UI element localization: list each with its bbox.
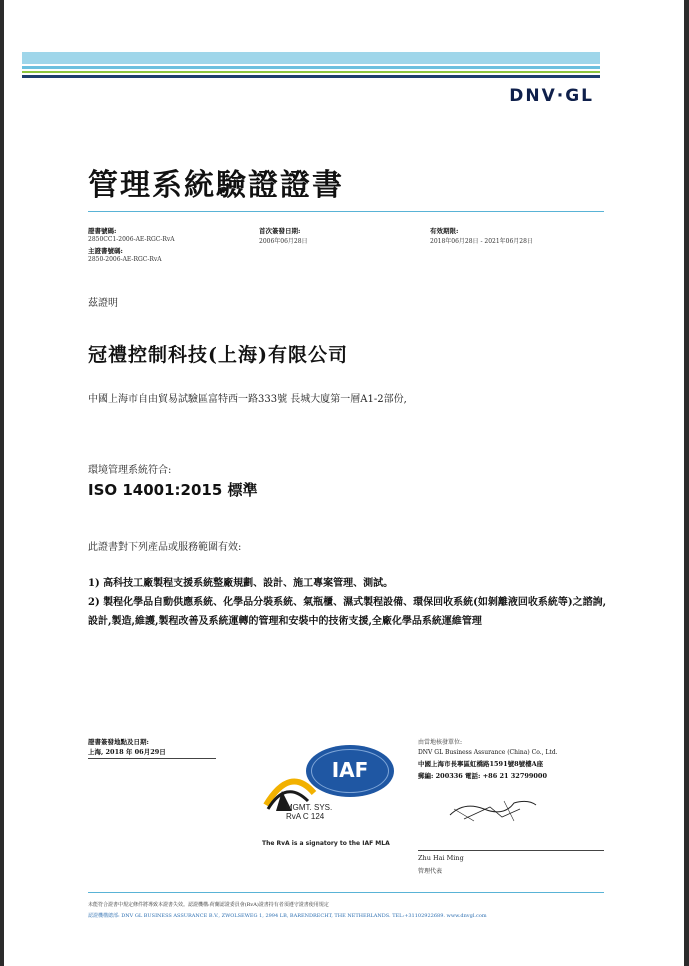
- signer-name: Zhu Hai Ming: [418, 854, 464, 862]
- mgmt-sys-line2: RvA C 124: [286, 812, 325, 821]
- original-cert-label: 主證書號碼:: [88, 247, 123, 255]
- mgmt-sys-mark: [286, 803, 332, 821]
- scope-intro: 此證書對下列產品或服務範圍有效:: [88, 542, 242, 553]
- dnv-gl-logo: DNV·GL: [509, 86, 594, 106]
- scope-item: 2) 製程化學品自動供應系統、化學品分裝系統、氣瓶櫃、濕式製程設備、環保回收系統(如剝離液回收系統等)之諮詢,設計,製造,維護,製程改善及系統運轉的管理和安裝中的技術支援,全廠化學品系統運維管理: [88, 597, 607, 627]
- initial-date: 2006年06月28日: [259, 238, 308, 245]
- header-stripe-light: [22, 52, 600, 64]
- validity-label: 有效期限:: [430, 227, 459, 235]
- issuer-name: DNV GL Business Assurance (China) Co., Ltd.: [418, 749, 558, 756]
- signer-title: 管理代表: [418, 868, 443, 875]
- mgmt-sys-line1: MGMT. SYS.: [286, 803, 333, 812]
- signature-image: [444, 795, 540, 825]
- standard-name: ISO 14001:2015 標準: [88, 481, 258, 499]
- cert-number-label: 證書號碼:: [88, 227, 117, 235]
- validity-range: 2018年06月28日 - 2021年06月28日: [430, 238, 533, 245]
- issuer-block: [418, 737, 558, 780]
- certificate-page: [4, 0, 684, 966]
- place-underline: [88, 758, 216, 759]
- certificate-title: 管理系統驗證證書: [88, 168, 344, 203]
- footer-contact: 認證機構總部: DNV GL BUSINESS ASSURANCE B.V., ZWOLSEWEG 1, 2994 LB, BARENDRECHT, THE NETHERLANDS. TEL:+31102922689. www.dnvgl.com: [88, 913, 487, 919]
- cert-number: 2850CC1-2006-AE-RGC-RvA: [88, 236, 175, 243]
- conformity-label: 環境管理系統符合:: [88, 465, 172, 476]
- title-rule: [88, 211, 604, 212]
- scope-list: [88, 574, 608, 631]
- header-stripe-blue: [22, 66, 600, 69]
- initial-date-label: 首次簽發日期:: [259, 227, 301, 235]
- hereby-text: 茲證明: [88, 298, 118, 309]
- iaf-text: IAF: [331, 758, 369, 782]
- rva-mla-statement: The RvA is a signatory to the IAF MLA: [262, 840, 390, 847]
- issuer-address: 中國上海市長寧區虹橋路1591號8號樓A座: [418, 760, 544, 768]
- issuer-label: 由當地核發單位:: [418, 739, 463, 746]
- header-stripe-green: [22, 71, 600, 73]
- issue-place-date: 上海, 2018 年 06月29日: [88, 748, 166, 756]
- scope-item: 1) 高科技工廠製程支援系統整廠規劃、設計、施工專案管理、測試。: [88, 578, 394, 589]
- company-name: 冠禮控制科技(上海)有限公司: [88, 344, 348, 366]
- company-address: 中國上海市自由貿易試驗區富特西一路333號 長城大廈第一層A1-2部份,: [88, 394, 407, 405]
- footer-rule: [88, 892, 604, 893]
- original-cert-number: 2850-2006-AE-RGC-RvA: [88, 256, 162, 263]
- footer-note: 未能符合證書中規定條件將導致本證書失效。認證機構:荷蘭認證委員會(RvA)證書持有者須遵守證書使用規定: [88, 902, 329, 908]
- signature-line: [418, 850, 604, 851]
- header-stripe-navy: [22, 75, 600, 78]
- iaf-logo: [306, 745, 394, 797]
- issue-place-label: 證書簽發地點及日期:: [88, 738, 149, 746]
- issuer-phone: 郵編: 200336 電話: +86 21 32799000: [418, 772, 547, 780]
